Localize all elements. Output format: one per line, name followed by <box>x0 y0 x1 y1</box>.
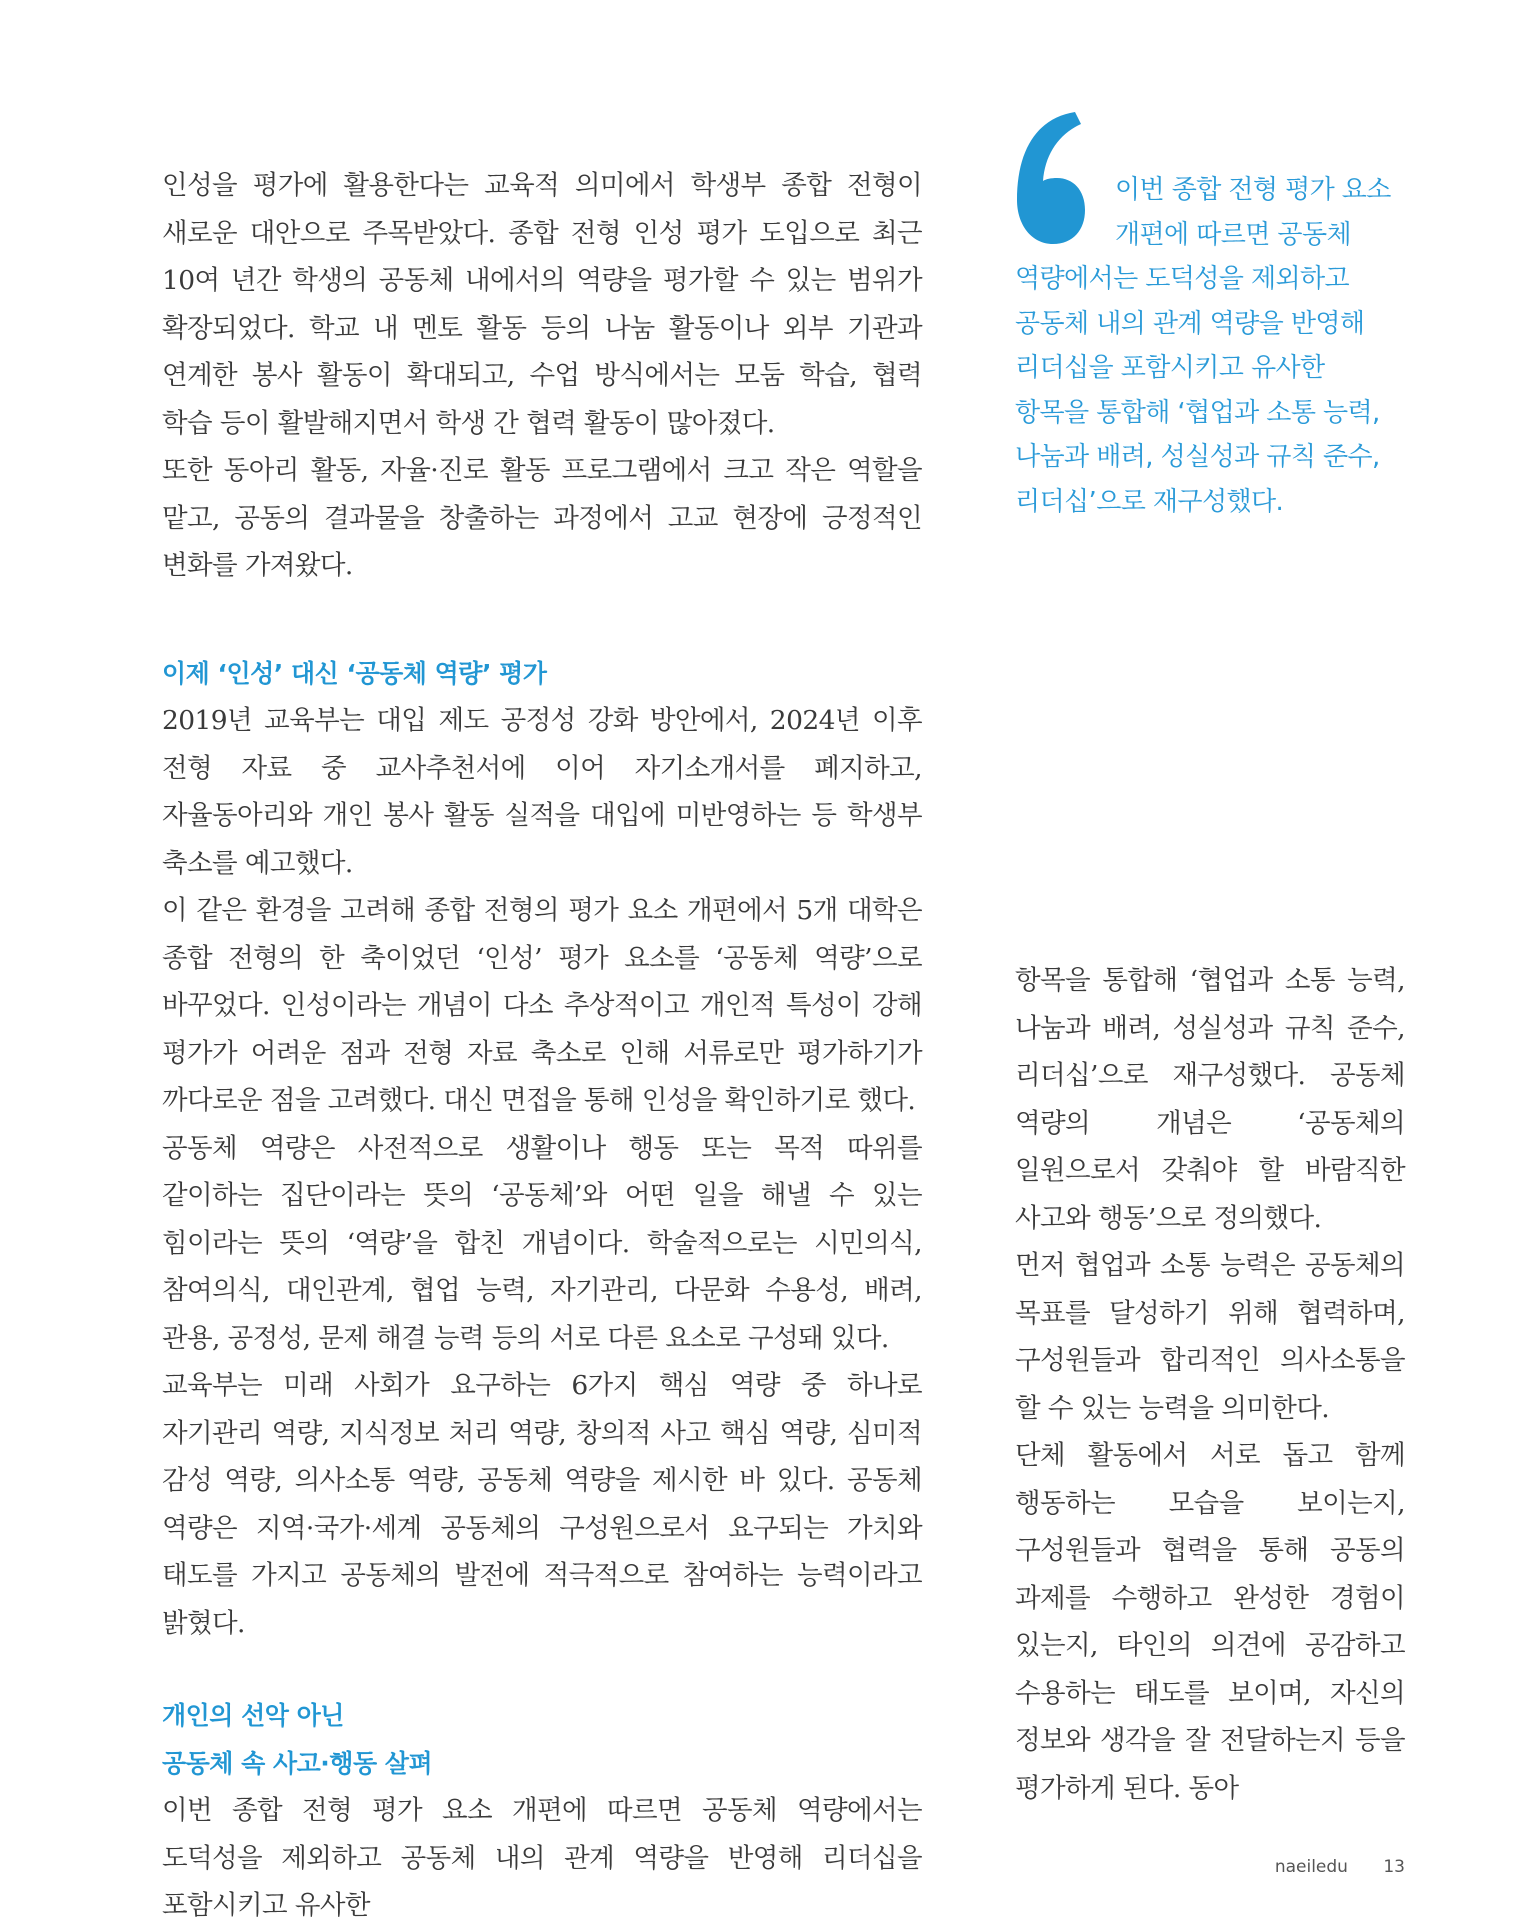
magazine-name: naeiledu <box>1274 1857 1348 1877</box>
intro-paragraph-2: 또한 동아리 활동, 자율·진로 활동 프로그램에서 크고 작은 역할을 맡고, 공동의 결과물을 창출하는 과정에서 고교 현장에 긍정적인 변화를 가져왔다. <box>162 455 922 581</box>
page-footer <box>1275 1857 1405 1877</box>
section-heading-line-1: 개인의 선악 아닌 <box>162 1701 344 1730</box>
section1-paragraph-1: 2019년 교육부는 대입 제도 공정성 강화 방안에서, 2024년 이후 전형 자료 중 교사추천서에 이어 자기소개서를 폐지하고, 자율동아리와 개인 봉사 활동 실적을 대입에 미반영하는 등 학생부 축소를 예고했다. <box>162 705 922 879</box>
pull-quote-line: 나눔과 배려, 성실성과 규칙 준수, <box>1015 442 1380 472</box>
section-heading-line-2: 공동체 속 사고·행동 살펴 <box>162 1748 433 1778</box>
side-column <box>1015 957 1405 1812</box>
section1-paragraph-4: 교육부는 미래 사회가 요구하는 6가지 핵심 역량 중 하나로 자기관리 역량, 지식정보 처리 역량, 창의적 사고 핵심 역량, 심미적 감성 역량, 의사소통 역량, 공동체 역량을 제시한 바 있다. 공동체 역량은 지역·국가·세계 공동체의 구성원으로서 요구되는 가치와 태도를 가지고 공동체의 발전에 적극적으로 참여하는 능력이라고 밝혔다. <box>162 1370 922 1639</box>
pull-quote-line: 이번 종합 전형 평가 요소 <box>1115 175 1391 205</box>
page-number: 13 <box>1383 1857 1405 1877</box>
section2-paragraph-1: 이번 종합 전형 평가 요소 개편에 따르면 공동체 역량에서는 도덕성을 제외하고 공동체 내의 관계 역량을 반영해 리더십을 포함시키고 유사한 <box>162 1795 922 1921</box>
main-column <box>162 162 922 1930</box>
pull-quote-line: 항목을 통합해 ‘협업과 소통 능력, <box>1015 397 1380 428</box>
side-paragraph-1: 항목을 통합해 ‘협업과 소통 능력, 나눔과 배려, 성실성과 규칙 준수, 리더십’으로 재구성했다. 공동체 역량의 개념은 ‘공동체의 일원으로서 갖춰야 할 바람직한 사고와 행동’으로 정의했다. <box>1015 965 1405 1234</box>
intro-paragraph-1: 인성을 평가에 활용한다는 교육적 의미에서 학생부 종합 전형이 새로운 대안으로 주목받았다. 종합 전형 인성 평가 도입으로 최근 10여 년간 학생의 공동체 내에서의 역량을 평가할 수 있는 범위가 확장되었다. 학교 내 멘토 활동 등의 나눔 활동이나 외부 기관과 연계한 봉사 활동이 확대되고, 수업 방식에서는 모둠 학습, 협력 학습 등이 활발해지면서 학생 간 협력 활동이 많아졌다. <box>162 170 922 439</box>
pull-quote-line: 리더십을 포함시키고 유사한 <box>1015 353 1325 383</box>
side-paragraph-3: 단체 활동에서 서로 돕고 함께 행동하는 모습을 보이는지, 구성원들과 협력을 통해 공동의 과제를 수행하고 완성한 경험이 있는지, 타인의 의견에 공감하고 수용하는 태도를 보이며, 자신의 정보와 생각을 잘 전달하는지 등을 평가하게 된다. 동아 <box>1015 1440 1405 1804</box>
pull-quote-line: 개편에 따르면 공동체 <box>1115 219 1351 250</box>
pull-quote-text <box>1015 168 1415 524</box>
section-heading-community-competency: 이제 ‘인성’ 대신 ‘공동체 역량’ 평가 <box>162 658 547 688</box>
pull-quote-line: 역량에서는 도덕성을 제외하고 <box>1015 264 1350 294</box>
section1-paragraph-3: 공동체 역량은 사전적으로 생활이나 행동 또는 목적 따위를 같이하는 집단이라는 뜻의 ‘공동체’와 어떤 일을 해낼 수 있는 힘이라는 뜻의 ‘역량’을 합친 개념이다. 학술적으로는 시민의식, 참여의식, 대인관계, 협업 능력, 자기관리, 다문화 수용성, 배려, 관용, 공정성, 문제 해결 능력 등의 서로 다른 요소로 구성돼 있다. <box>162 1132 922 1354</box>
side-paragraph-2: 먼저 협업과 소통 능력은 공동체의 목표를 달성하기 위해 협력하며, 구성원들과 합리적인 의사소통을 할 수 있는 능력을 의미한다. <box>1015 1250 1405 1424</box>
pull-quote-line: 공동체 내의 관계 역량을 반영해 <box>1015 308 1365 339</box>
pull-quote-line: 리더십’으로 재구성했다. <box>1015 486 1284 517</box>
section1-paragraph-2: 이 같은 환경을 고려해 종합 전형의 평가 요소 개편에서 5개 대학은 종합 전형의 한 축이었던 ‘인성’ 평가 요소를 ‘공동체 역량’으로 바꾸었다. 인성이라는 개념이 다소 추상적이고 개인적 특성이 강해 평가가 어려운 점과 전형 자료 축소로 인해 서류로만 평가하기가 까다로운 점을 고려했다. 대신 면접을 통해 인성을 확인하기로 했다. <box>162 895 922 1116</box>
